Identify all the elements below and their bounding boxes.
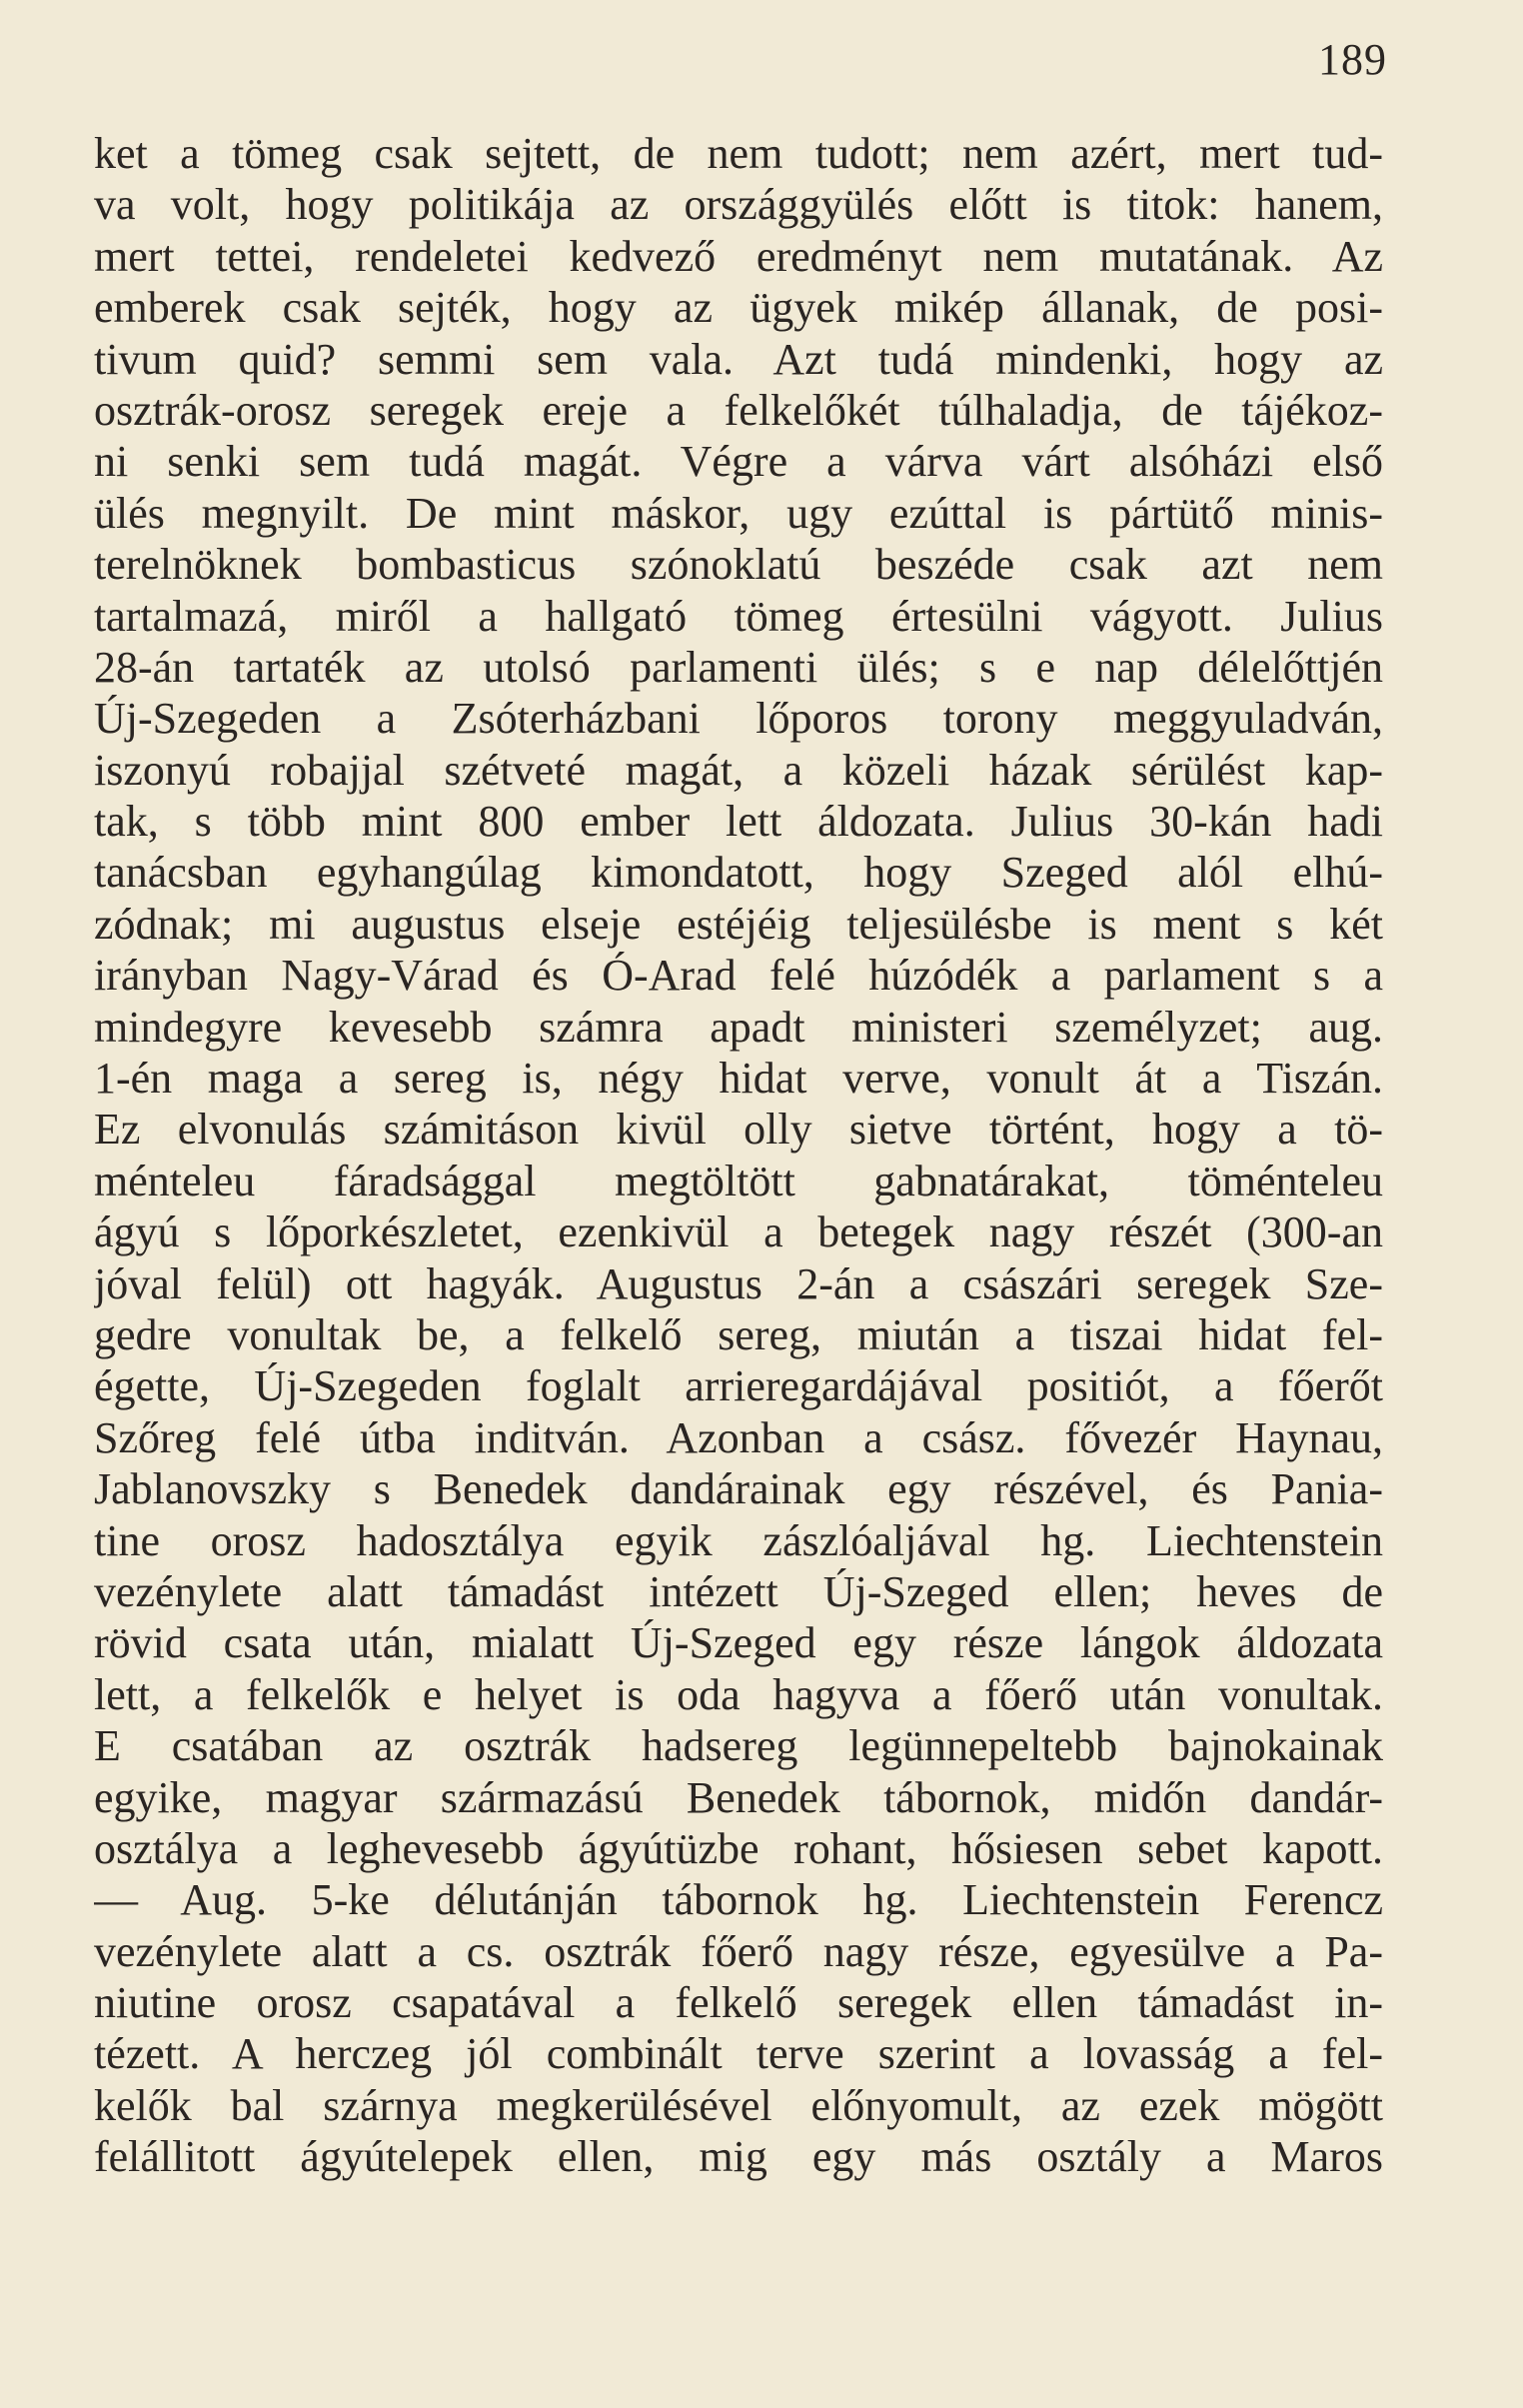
text-line: niutine orosz csapatával a felkelő seregek ellen támadást in- xyxy=(94,1978,1383,2028)
text-line: emberek csak sejték, hogy az ügyek mikép állanak, de posi- xyxy=(94,283,1383,333)
page-number: 189 xyxy=(1318,35,1387,84)
text-line: gedre vonultak be, a felkelő sereg, miután a tiszai hidat fel- xyxy=(94,1309,1383,1359)
text-line: Szőreg felé útba inditván. Azonban a csász​. fővezér Haynau, xyxy=(94,1412,1383,1462)
text-line: vezénylete alatt támadást intézett Új-Szeged ellen; heves de xyxy=(94,1566,1383,1616)
text-line: tanácsban egyhangúlag kimondatott, hogy Szeged alól elhú- xyxy=(94,848,1383,898)
text-line: tartalmazá, miről a hallgató tömeg értesülni vágyott. Julius xyxy=(94,591,1383,641)
text-line: lett, a felkelők e helyet is oda hagyva a főerő után vonultak. xyxy=(94,1669,1383,1719)
text-line: ülés megnyilt. De mint máskor, ugy ezúttal is pártütő minis- xyxy=(94,488,1383,538)
text-line: jóval felül) ott hagyák. Augustus 2-án a császári seregek Sze- xyxy=(94,1258,1383,1308)
text-line: tine orosz hadosztálya egyik zászlóaljával hg. Liechtenstein xyxy=(94,1515,1383,1565)
text-line: Új-Szegeden a Zsóterházbani lőporos torony meggyuladván, xyxy=(94,694,1383,744)
body-text xyxy=(94,128,1383,2183)
text-line: ménteleu fáradsággal megtöltött gabnatárakat, töménteleu xyxy=(94,1156,1383,1205)
text-line: terelnöknek bombasticus szónoklatú beszéde csak azt nem xyxy=(94,540,1383,590)
text-line: egyike, magyar származású Benedek tábornok, midőn dandár- xyxy=(94,1772,1383,1822)
text-line: — Aug. 5-ke délutánján tábornok hg. Liechtenstein Ferencz xyxy=(94,1875,1383,1925)
text-line: ni senki sem tudá magát. Végre a várva várt alsóházi első xyxy=(94,437,1383,487)
text-line: vezénylete alatt a cs. osztrák főerő nagy része, egyesülve a Pa- xyxy=(94,1926,1383,1976)
text-line: osztrák-orosz seregek ereje a felkelőkét túlhaladja, de tájékoz- xyxy=(94,385,1383,435)
text-line: felállitott ágyútelepek ellen, mig egy más osztály a Maros xyxy=(94,2132,1383,2182)
text-line: irányban Nagy-Várad és Ó-Arad felé húzódék a parlament s a xyxy=(94,951,1383,1001)
text-line: zódnak; mi augustus elseje estéjéig teljesülésbe is ment s két xyxy=(94,899,1383,949)
text-line: égette, Új-Szegeden foglalt arrieregardájával positiót, a főerőt xyxy=(94,1361,1383,1411)
text-line: ket a tömeg csak sejtett, de nem tudott; nem azért, mert tud- xyxy=(94,129,1383,178)
text-line: Jablanovszky s Benedek dandárainak egy részével, és Pania- xyxy=(94,1464,1383,1514)
text-line: rövid csata után, mialatt Új-Szeged egy része lángok áldozata xyxy=(94,1618,1383,1668)
text-line: mert tettei, rendeletei kedvező eredményt nem mutatának. Az xyxy=(94,231,1383,281)
text-line: tak, s több mint 800 ember lett áldozata. Julius 30-kán hadi xyxy=(94,797,1383,847)
text-line: mindegyre kevesebb számra apadt ministeri személyzet; aug. xyxy=(94,1002,1383,1052)
text-line: iszonyú robajjal szétveté magát, a közeli házak sérülést kap- xyxy=(94,745,1383,795)
text-line: osztálya a leghevesebb ágyútüzbe rohant, hősiesen sebet kapott. xyxy=(94,1823,1383,1873)
text-line: tézett. A herczeg jól combinált terve szerint a lovasság a fel- xyxy=(94,2029,1383,2079)
text-line: 1-én maga a sereg is, négy hidat verve, vonult át a Tiszán. xyxy=(94,1054,1383,1104)
text-line: 28-án tartaték az utolsó parlamenti ülés; s e nap délelőttjén xyxy=(94,642,1383,692)
text-line: tivum quid? semmi sem vala. Azt tudá mindenki, hogy az xyxy=(94,334,1383,384)
text-line: ágyú s lőporkészletet, ezenkivül a betegek nagy részét (300-an xyxy=(94,1207,1383,1257)
text-line: kelők bal szárnya megkerülésével előnyomult, az ezek mögött xyxy=(94,2080,1383,2130)
text-line: Ez elvonulás számitáson kivül olly sietve történt, hogy a tö- xyxy=(94,1105,1383,1155)
text-line: E csatában az osztrák hadsereg legünnepeltebb bajnokainak xyxy=(94,1721,1383,1771)
text-line: va volt, hogy politikája az országgyülés előtt is titok: hanem, xyxy=(94,180,1383,230)
